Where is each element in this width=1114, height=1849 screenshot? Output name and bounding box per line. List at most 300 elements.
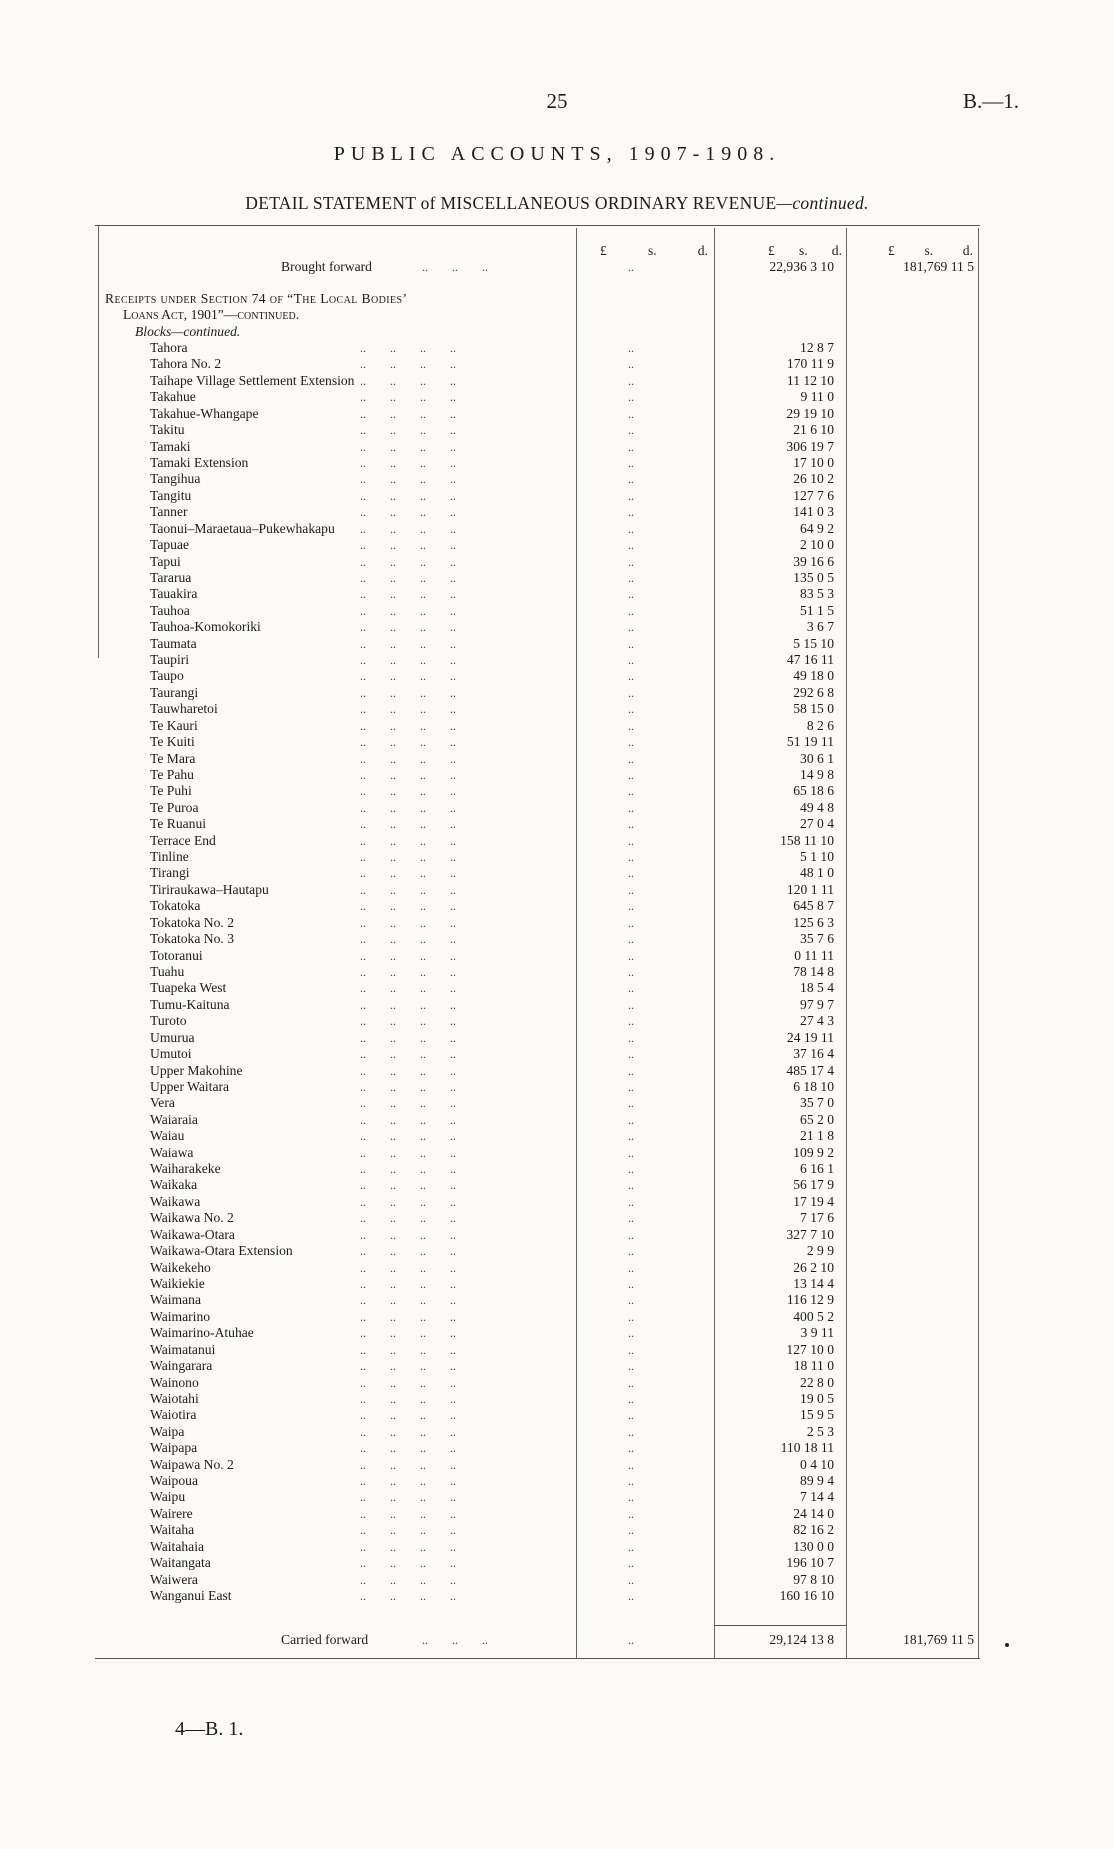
block-name: Waikawa-Otara <box>150 1226 235 1242</box>
empty-amount-dots: .. <box>628 1408 634 1423</box>
leader-dots: .. .. .. .. <box>360 1408 456 1423</box>
block-amount: 49 4 8 <box>800 799 834 815</box>
empty-amount-dots: .. <box>628 406 634 421</box>
empty-amount-dots: .. <box>628 1523 634 1538</box>
empty-amount-dots: .. <box>628 505 634 520</box>
leader-dots: .. .. .. .. <box>360 800 456 815</box>
table-row <box>0 668 1114 684</box>
block-name: Waiwera <box>150 1571 198 1587</box>
table-row <box>0 586 1114 602</box>
table-row <box>0 439 1114 455</box>
carried-forward-label: Carried forward <box>281 1632 369 1647</box>
block-name: Upper Waitara <box>150 1078 230 1094</box>
leader-dots: .. .. .. <box>422 260 488 274</box>
pound-sign: £ <box>768 243 775 258</box>
block-amount: 65 18 6 <box>793 783 834 799</box>
block-amount: 116 12 9 <box>786 1292 834 1308</box>
block-name: Tauwharetoi <box>150 701 218 717</box>
empty-amount-dots: .. <box>628 1030 634 1045</box>
leader-dots: .. .. .. .. <box>360 702 456 717</box>
leader-dots: .. .. .. .. <box>360 669 456 684</box>
empty-amount-dots: .. <box>628 1326 634 1341</box>
table-row <box>0 521 1114 537</box>
empty-amount-dots: .. <box>628 455 634 470</box>
block-name: Umurua <box>150 1029 195 1045</box>
empty-amount-dots: .. <box>628 1588 634 1603</box>
block-name: Waimatanui <box>150 1341 216 1357</box>
block-amount: 82 16 2 <box>793 1522 834 1538</box>
block-name: Waiawa <box>150 1144 194 1160</box>
leader-dots: .. .. .. .. <box>360 423 456 438</box>
block-amount: 64 9 2 <box>800 520 834 536</box>
empty-amount-dots: .. <box>628 1096 634 1111</box>
table-bottom-rule <box>95 1658 980 1659</box>
empty-amount-dots: .. <box>628 751 634 766</box>
block-name: Tahora <box>150 340 188 355</box>
table-row <box>0 882 1114 898</box>
empty-amount-dots: .. <box>628 833 634 848</box>
block-amount: 2 5 3 <box>806 1423 834 1439</box>
leader-dots: .. .. .. .. <box>360 1359 456 1373</box>
empty-amount-dots: .. <box>628 1178 634 1193</box>
empty-amount-dots: .. <box>628 357 634 372</box>
leader-dots: .. .. .. .. <box>360 406 456 421</box>
block-name: Tirangi <box>150 865 190 881</box>
leader-dots: .. .. .. .. <box>360 1391 456 1406</box>
empty-amount-dots: .. <box>628 1490 634 1505</box>
block-amount: 158 11 10 <box>780 832 834 848</box>
leader-dots: .. .. .. .. <box>360 1588 456 1603</box>
table-row <box>0 1391 1114 1407</box>
leader-dots: .. .. .. .. <box>360 1194 456 1209</box>
block-amount: 26 2 10 <box>793 1259 834 1275</box>
table-row <box>0 504 1114 520</box>
block-amount: 51 1 5 <box>800 602 834 618</box>
table-row <box>0 1046 1114 1062</box>
block-name: Umutoi <box>150 1046 192 1062</box>
table-row <box>0 1342 1114 1358</box>
table-row <box>0 783 1114 799</box>
empty-amount-dots: .. <box>628 1506 634 1521</box>
leader-dots: .. .. .. .. <box>360 554 456 569</box>
block-name: Tauhoa-Komokoriki <box>150 619 261 635</box>
empty-amount-dots: .. <box>628 1162 634 1176</box>
block-name: Tiriraukawa–Hautapu <box>150 881 269 897</box>
table-row <box>0 537 1114 553</box>
empty-amount-dots: .. <box>628 521 634 536</box>
table-row <box>0 751 1114 767</box>
brought-forward-label: Brought forward <box>281 259 372 274</box>
block-amount: 65 2 0 <box>800 1111 834 1127</box>
block-name: Waikiekie <box>150 1275 205 1291</box>
empty-amount-dots: .. <box>628 685 634 700</box>
table-row <box>0 1325 1114 1341</box>
block-name: Taihape Village Settlement Extension <box>150 372 355 388</box>
brought-forward-row <box>0 259 1114 276</box>
table-row <box>0 1424 1114 1440</box>
table-row <box>0 997 1114 1013</box>
block-amount: 120 1 11 <box>786 881 834 897</box>
block-amount: 7 17 6 <box>800 1210 834 1226</box>
block-name: Tinline <box>150 849 189 864</box>
table-row <box>0 964 1114 980</box>
empty-amount-dots: .. <box>628 932 634 947</box>
block-name: Taurangi <box>150 684 199 700</box>
leader-dots: .. .. .. .. <box>360 488 456 503</box>
block-amount: 15 9 5 <box>800 1407 834 1423</box>
block-name: Wanganui East <box>150 1587 232 1603</box>
block-name: Tararua <box>150 569 192 585</box>
table-row <box>0 980 1114 996</box>
table-row <box>0 1177 1114 1193</box>
block-name: Tahora No. 2 <box>150 356 222 372</box>
table-row <box>0 948 1114 964</box>
table-row <box>0 1522 1114 1538</box>
block-name: Taumata <box>150 635 197 651</box>
block-name: Te Kauri <box>150 717 198 733</box>
block-amount: 645 8 7 <box>793 898 834 914</box>
table-row <box>0 340 1114 356</box>
block-name: Waiau <box>150 1128 185 1144</box>
table-row <box>0 1095 1114 1111</box>
empty-amount-dots: .. <box>628 1276 634 1291</box>
block-amount: 22 8 0 <box>800 1374 834 1390</box>
table-row <box>0 915 1114 931</box>
block-name: Tokatoka <box>150 898 201 914</box>
leader-dots: .. .. .. .. <box>360 767 456 782</box>
block-amount: 292 6 8 <box>793 684 834 700</box>
empty-amount-dots: .. <box>628 1359 634 1373</box>
table-row <box>0 1112 1114 1128</box>
leader-dots: .. .. .. .. <box>360 603 456 618</box>
block-amount: 49 18 0 <box>793 668 834 684</box>
leader-dots: .. .. .. .. <box>360 1276 456 1291</box>
leader-dots: .. .. .. .. <box>360 1096 456 1111</box>
table-row <box>0 636 1114 652</box>
leader-dots: .. .. .. .. <box>360 882 456 897</box>
leader-dots: .. .. .. .. <box>360 1457 456 1472</box>
block-amount: 29 19 10 <box>786 405 834 421</box>
empty-amount-dots: .. <box>628 965 634 979</box>
block-name: Tuapeka West <box>150 980 227 996</box>
table-row <box>0 931 1114 947</box>
block-amount: 47 16 11 <box>786 652 834 667</box>
empty-amount-dots: .. <box>628 620 634 635</box>
block-name: Terrace End <box>150 832 216 848</box>
block-name: Tuahu <box>150 964 185 979</box>
block-amount: 5 15 10 <box>793 635 834 651</box>
block-name: Te Ruanui <box>150 816 207 832</box>
leader-dots: .. .. .. .. <box>360 833 456 848</box>
carried-forward-col2: 29,124 13 8 <box>769 1632 834 1647</box>
leader-dots: .. .. .. .. <box>360 1211 456 1226</box>
leader-dots: .. .. .. .. <box>360 1572 456 1587</box>
table-row <box>0 1292 1114 1308</box>
table-row <box>0 833 1114 849</box>
empty-amount-dots: .. <box>628 800 634 815</box>
table-row <box>0 898 1114 914</box>
block-amount: 9 11 0 <box>800 389 834 405</box>
block-name: Te Mara <box>150 750 196 766</box>
table-row <box>0 1210 1114 1226</box>
block-amount: 21 1 8 <box>800 1128 834 1144</box>
block-name: Upper Makohine <box>150 1062 243 1078</box>
block-name: Waipapa <box>150 1440 198 1456</box>
leader-dots: .. .. .. .. <box>360 735 456 750</box>
subtitle-continued: —continued. <box>776 193 869 213</box>
block-amount: 130 0 0 <box>793 1538 834 1554</box>
table-row <box>0 1572 1114 1588</box>
empty-amount-dots: .. <box>628 439 634 454</box>
table-row <box>0 422 1114 438</box>
block-name: Waipoua <box>150 1473 198 1488</box>
leader-dots: .. .. .. .. <box>360 948 456 963</box>
page-title: PUBLIC ACCOUNTS, 1907-1908. <box>333 143 781 165</box>
leader-dots: .. .. .. .. <box>360 570 456 585</box>
block-amount: 97 8 10 <box>793 1571 834 1587</box>
table-row <box>0 1260 1114 1276</box>
page-number: 25 <box>546 89 568 113</box>
leader-dots: .. .. .. .. <box>360 965 456 979</box>
empty-amount-dots: .. <box>628 1375 634 1390</box>
block-name: Waipu <box>150 1489 186 1505</box>
block-amount: 18 11 0 <box>793 1358 834 1373</box>
block-amount: 8 2 6 <box>806 717 834 733</box>
block-amount: 27 4 3 <box>800 1013 834 1029</box>
block-name: Waikawa-Otara Extension <box>150 1243 293 1259</box>
empty-amount-dots: .. <box>628 1633 634 1647</box>
leader-dots: .. .. .. .. <box>360 1375 456 1390</box>
block-name: Waikaka <box>150 1177 198 1193</box>
block-amount: 306 19 7 <box>786 438 834 454</box>
block-amount: 18 5 4 <box>800 980 834 996</box>
empty-amount-dots: .. <box>628 260 634 274</box>
leader-dots: .. .. .. .. <box>360 390 456 405</box>
table-row <box>0 767 1114 783</box>
leader-dots: .. .. .. .. <box>360 1293 456 1308</box>
empty-amount-dots: .. <box>628 538 634 552</box>
empty-amount-dots: .. <box>628 948 634 963</box>
empty-amount-dots: .. <box>628 718 634 733</box>
table-top-rule <box>95 225 980 226</box>
block-amount: 3 9 11 <box>800 1325 834 1341</box>
block-amount: 0 11 11 <box>794 947 834 963</box>
table-row <box>0 1489 1114 1505</box>
block-amount: 6 16 1 <box>800 1161 834 1176</box>
block-name: Waimarino-Atuhae <box>150 1325 254 1341</box>
table-row <box>0 718 1114 734</box>
leader-dots: .. .. .. .. <box>360 1342 456 1357</box>
empty-amount-dots: .. <box>628 1309 634 1324</box>
block-name: Waingarara <box>150 1358 213 1373</box>
section-heading: Receipts under Section 74 of “The Local Bodies’ <box>105 291 408 306</box>
block-name: Waiaraia <box>150 1111 198 1127</box>
empty-amount-dots: .. <box>628 1556 634 1571</box>
block-amount: 56 17 9 <box>793 1177 834 1193</box>
block-amount: 51 19 11 <box>786 734 834 750</box>
block-name: Tangihua <box>150 471 201 487</box>
leader-dots: .. .. .. .. <box>360 1227 456 1242</box>
carried-forward-col3: 181,769 11 5 <box>903 1632 974 1647</box>
empty-amount-dots: .. <box>628 554 634 569</box>
empty-amount-dots: .. <box>628 882 634 897</box>
block-name: Turoto <box>150 1013 187 1029</box>
block-name: Waipa <box>150 1423 185 1439</box>
leader-dots: .. .. .. .. <box>360 981 456 996</box>
leader-dots: .. .. .. .. <box>360 1441 456 1456</box>
carried-forward-row <box>0 1632 1114 1649</box>
block-amount: 39 16 6 <box>793 553 834 569</box>
empty-amount-dots: .. <box>628 702 634 717</box>
block-amount: 14 9 8 <box>800 766 834 782</box>
table-row <box>0 652 1114 668</box>
empty-amount-dots: .. <box>628 1112 634 1127</box>
empty-amount-dots: .. <box>628 373 634 388</box>
block-name: Te Puroa <box>150 799 199 815</box>
leader-dots: .. .. .. .. <box>360 685 456 700</box>
block-amount: 5 1 10 <box>800 849 834 864</box>
empty-amount-dots: .. <box>628 1293 634 1308</box>
leader-dots: .. .. .. .. <box>360 1047 456 1062</box>
block-name: Takitu <box>150 422 185 438</box>
block-name: Waitangata <box>150 1555 211 1571</box>
document-reference: B.—1. <box>962 89 1019 113</box>
table-row <box>0 816 1114 832</box>
leader-dots: .. .. .. .. <box>360 1112 456 1127</box>
block-name: Taonui–Maraetaua–Pukewhakapu <box>150 520 335 536</box>
block-name: Takahue <box>150 389 196 405</box>
section-heading-cont: Loans Act, 1901”—continued. <box>123 307 300 322</box>
pence-sign: d. <box>962 243 973 258</box>
table-row <box>0 373 1114 389</box>
leader-dots: .. .. .. .. <box>360 636 456 651</box>
block-name: Tanner <box>150 504 188 520</box>
table-row <box>0 570 1114 586</box>
block-amount: 2 9 9 <box>806 1243 834 1259</box>
block-amount: 109 9 2 <box>793 1144 834 1160</box>
col1-currency-header <box>600 243 708 259</box>
block-name: Tokatoka No. 3 <box>150 931 234 947</box>
block-name: Tamaki <box>150 438 191 454</box>
leader-dots: .. .. .. .. <box>360 997 456 1012</box>
empty-amount-dots: .. <box>628 570 634 585</box>
statement-subtitle <box>0 193 1114 214</box>
table-row <box>0 1407 1114 1423</box>
block-name: Tamaki Extension <box>150 454 249 470</box>
table-row <box>0 1375 1114 1391</box>
block-name: Waitahaia <box>150 1538 205 1554</box>
empty-amount-dots: .. <box>628 1047 634 1062</box>
table-row <box>0 488 1114 504</box>
table-row <box>0 1473 1114 1489</box>
table-row <box>0 1506 1114 1522</box>
empty-amount-dots: .. <box>628 1572 634 1587</box>
shilling-sign: s. <box>924 243 934 258</box>
leader-dots: .. .. .. .. <box>360 1490 456 1505</box>
table-row <box>0 603 1114 619</box>
leader-dots: .. .. .. .. <box>360 915 456 930</box>
block-amount: 6 18 10 <box>793 1078 834 1094</box>
sheet-identifier: 4—B. 1. <box>175 1718 244 1740</box>
block-amount: 127 7 6 <box>793 487 834 503</box>
empty-amount-dots: .. <box>628 735 634 750</box>
leader-dots: .. .. .. .. <box>360 1309 456 1324</box>
leader-dots: .. .. .. .. <box>360 866 456 881</box>
total-column-rule <box>714 1625 846 1626</box>
table-row <box>0 849 1114 865</box>
block-amount: 7 14 4 <box>800 1489 834 1505</box>
block-amount: 48 1 0 <box>800 865 834 881</box>
pence-sign: d. <box>697 243 708 258</box>
block-name: Vera <box>150 1095 175 1111</box>
block-amount: 485 17 4 <box>786 1062 834 1078</box>
block-amount: 83 5 3 <box>800 586 834 602</box>
leader-dots: .. .. .. .. <box>360 1178 456 1193</box>
block-name: Waiotahi <box>150 1390 199 1406</box>
leader-dots: .. .. .. .. <box>360 439 456 454</box>
block-amount: 27 0 4 <box>800 816 834 832</box>
empty-amount-dots: .. <box>628 603 634 618</box>
empty-amount-dots: .. <box>628 915 634 930</box>
leader-dots: .. .. .. .. <box>360 341 456 355</box>
leader-dots: .. .. .. .. <box>360 1079 456 1094</box>
table-row <box>0 1276 1114 1292</box>
block-name: Te Kuiti <box>150 734 195 750</box>
leader-dots: .. .. .. .. <box>360 1474 456 1488</box>
block-name: Te Pahu <box>150 766 194 782</box>
table-row <box>0 389 1114 405</box>
brought-forward-col3: 181,769 11 5 <box>903 259 974 274</box>
empty-amount-dots: .. <box>628 1129 634 1144</box>
empty-amount-dots: .. <box>628 1194 634 1209</box>
block-amount: 97 9 7 <box>800 996 834 1012</box>
block-name: Te Puhi <box>150 783 192 799</box>
block-name: Waipawa No. 2 <box>150 1456 234 1472</box>
pound-sign: £ <box>888 243 895 258</box>
leader-dots: .. .. .. .. <box>360 1162 456 1176</box>
block-amount: 13 14 4 <box>793 1275 834 1291</box>
pence-sign: d. <box>831 243 842 258</box>
empty-amount-dots: .. <box>628 1424 634 1439</box>
block-name: Tumu-Kaituna <box>150 996 230 1012</box>
table-row <box>0 1030 1114 1046</box>
leader-dots: .. .. .. .. <box>360 932 456 947</box>
leader-dots: .. .. .. .. <box>360 899 456 914</box>
table-row <box>0 701 1114 717</box>
empty-amount-dots: .. <box>628 423 634 438</box>
table-row <box>0 554 1114 570</box>
leader-dots: .. .. .. .. <box>360 751 456 766</box>
block-amount: 17 10 0 <box>793 454 834 470</box>
leader-dots: .. .. .. .. <box>360 1014 456 1029</box>
leader-dots: .. .. .. .. <box>360 472 456 487</box>
empty-amount-dots: .. <box>628 1244 634 1259</box>
block-amount: 35 7 0 <box>800 1095 834 1111</box>
table-row <box>0 1194 1114 1210</box>
leader-dots: .. .. .. .. <box>360 1506 456 1521</box>
empty-amount-dots: .. <box>628 1145 634 1160</box>
pound-sign: £ <box>600 243 607 258</box>
block-amount: 30 6 1 <box>800 750 834 766</box>
table-row <box>0 1457 1114 1473</box>
block-amount: 21 6 10 <box>793 422 834 438</box>
block-amount: 58 15 0 <box>793 701 834 717</box>
table-row <box>0 471 1114 487</box>
table-row <box>0 1555 1114 1571</box>
leader-dots: .. .. .. .. <box>360 1030 456 1045</box>
block-name: Wairere <box>150 1505 193 1521</box>
leader-dots: .. .. .. .. <box>360 1556 456 1571</box>
